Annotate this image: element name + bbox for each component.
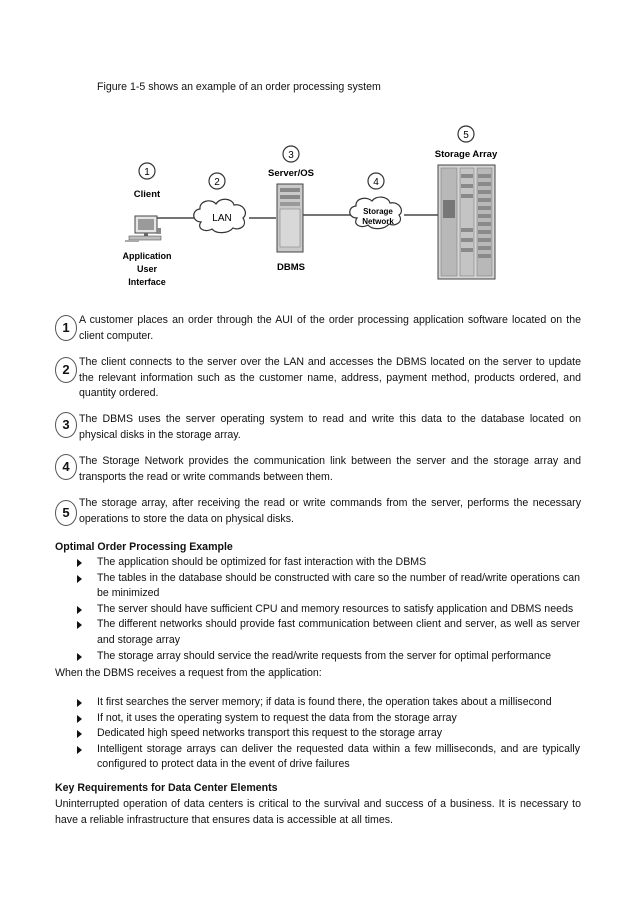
list-item: Intelligent storage arrays can deliver the requested data within a few milliseconds, and are typically configured to protect data in the event of drive failures <box>76 742 580 773</box>
bullet-arrow-icon <box>77 699 82 707</box>
step-number-badge: 4 <box>55 454 77 480</box>
bullet-arrow-icon <box>77 715 82 723</box>
storage-rack-icon <box>438 165 495 279</box>
step-number-badge: 1 <box>55 315 77 341</box>
storage-network-node <box>350 173 402 229</box>
step-text: The DBMS uses the server operating system to read and write this data to the database located on physical disks in the storage array. <box>79 413 581 441</box>
list-item: The server should have sufficient CPU and memory resources to satisfy application and DBMS needs <box>76 602 580 618</box>
node-number: 3 <box>288 150 294 161</box>
bullet-arrow-icon <box>77 746 82 754</box>
server-caption: DBMS <box>277 262 305 273</box>
node-label: Server/OS <box>268 168 314 179</box>
client-node <box>123 163 172 287</box>
node-label: Storage Array <box>434 149 498 160</box>
bullet-arrow-icon <box>77 730 82 738</box>
list-item: If not, it uses the operating system to request the data from the storage array <box>76 711 580 727</box>
dbms-list <box>76 695 580 773</box>
node-number: 5 <box>463 130 469 141</box>
storage-array-node <box>435 126 498 279</box>
node-label: Storage <box>363 207 393 216</box>
list-item: It first searches the server memory; if data is found there, the operation takes about a millisecond <box>76 695 580 711</box>
step-text: A customer places an order through the AUI of the order processing application software located on the client computer. <box>79 314 581 342</box>
section-heading: Optimal Order Processing Example <box>55 541 233 553</box>
optimal-list <box>76 555 580 664</box>
list-item: The storage array should service the read/write requests from the server for optimal performance <box>76 649 580 665</box>
step-text: The storage array, after receiving the read or write commands from the server, performs the necessary operations to store the data on physical disks. <box>79 497 581 525</box>
dbms-intro: When the DBMS receives a request from the application: <box>55 667 322 679</box>
step-number-badge: 3 <box>55 412 77 438</box>
server-node <box>268 146 314 273</box>
client-caption: Application <box>122 251 172 261</box>
client-caption: User <box>136 264 158 274</box>
bullet-arrow-icon <box>77 559 82 567</box>
bullet-arrow-icon <box>77 606 82 614</box>
bullet-arrow-icon <box>77 575 82 583</box>
list-item: The application should be optimized for fast interaction with the DBMS <box>76 555 580 571</box>
step-text: The Storage Network provides the communication link between the server and the storage array and transports the read or write commands between them. <box>79 455 581 483</box>
list-item: Dedicated high speed networks transport this request to the storage array <box>76 726 580 742</box>
bullet-arrow-icon <box>77 653 82 661</box>
key-requirements-text: Uninterrupted operation of data centers is critical to the survival and success of a business. It is necessary to have a reliable infrastructure that ensures data is accessible at all times. <box>55 798 581 826</box>
node-label: Client <box>133 189 161 200</box>
node-label: LAN <box>212 213 232 224</box>
server-tower-icon <box>277 184 303 252</box>
order-processing-diagram <box>95 118 515 298</box>
step-number-badge: 5 <box>55 500 77 526</box>
section-heading: Key Requirements for Data Center Elements <box>55 782 278 794</box>
bullet-arrow-icon <box>77 621 82 629</box>
figure-caption: Figure 1-5 shows an example of an order processing system <box>97 81 381 93</box>
node-number: 2 <box>214 177 220 188</box>
step-text: The client connects to the server over the LAN and accesses the DBMS located on the server to update the relevant information such as the customer name, address, payment method, products ordered, and quantity ordered. <box>79 356 581 399</box>
node-number: 4 <box>373 177 379 188</box>
lan-node <box>194 173 246 233</box>
client-caption: Interface <box>128 277 166 287</box>
computer-icon <box>125 216 161 242</box>
step-number-badge: 2 <box>55 357 77 383</box>
list-item: The tables in the database should be constructed with care so the number of read/write operations can be minimized <box>76 571 580 602</box>
list-item: The different networks should provide fast communication between client and server, as well as server and storage array <box>76 617 580 648</box>
node-number: 1 <box>144 167 150 178</box>
node-label: Network <box>362 217 394 226</box>
